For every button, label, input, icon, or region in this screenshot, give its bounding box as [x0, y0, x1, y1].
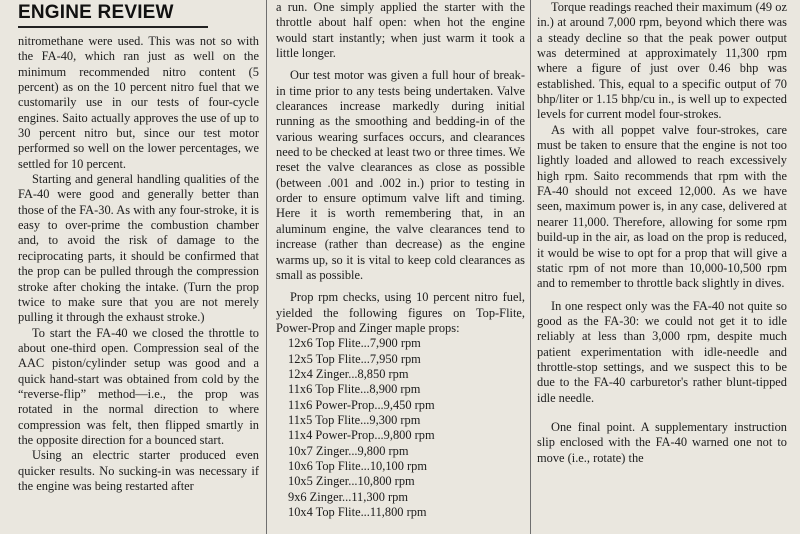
prop-rpm-list: [276, 336, 525, 520]
paragraph: Starting and general handling qualities of the FA-40 were good and generally better than those of the FA-30. As with any four-stroke, it is easy to over-prime the combustion chamber and, to avoid the risk of damage to the reciprocating parts, it should be confirmed that the prop can be pulled through the compression stroke after choking the intake. (Turn the prop twice to make sure that you are not merely pulling it through the exhaust stroke.): [18, 172, 259, 325]
column-divider: [266, 0, 267, 534]
paragraph: Using an electric starter produced even quicker results. No sucking-in was necessary if the engine was being restarted after: [18, 448, 259, 493]
column-divider: [530, 0, 531, 534]
paragraph: a run. One simply applied the starter with the throttle about half open: when hot the engine would start instantly; when just warm it took a little longer.: [276, 0, 525, 61]
paragraph: One final point. A supplementary instruction slip enclosed with the FA-40 warned one not to move (i.e., rotate) the: [537, 419, 787, 465]
column-left: [18, 0, 259, 534]
list-item: 10x7 Zinger...9,800 rpm: [288, 443, 409, 458]
paragraph: nitromethane were used. This was not so with the FA-40, which ran just as well on the minimum recommended nitro content (5 percent) as on the 10 percent nitro fuel that we customarily use in our tests of four-cycle engines. Saito actually approves the use of up to 30 percent nitro but, since our test motor performed so well on the lower percentages, we settled for 10 percent.: [18, 34, 259, 171]
list-item: 10x4 Top Flite...11,800 rpm: [288, 505, 427, 519]
paragraph: Our test motor was given a full hour of break-in time prior to any tests being undertaken. Valve clearances increase markedly during initial running as the smoothing and bedding-in of the various wearing surfaces occurs, and clearances need to be checked at least two or three times. We reset the valve clearances as close as possible (between .001 and .002 in.) prior to testing in order to ensure optimum valve lift and timing. Here it is worth remembering that, in an aluminum engine, the valve clearances tend to increase (rather than decrease) as the engine warms up, so it is vital to keep cold clearances as small as possible.: [276, 68, 525, 282]
paragraph: To start the FA-40 we closed the throttle to about one-third open. Compression seal of the AAC piston/cylinder setup was good and a quick hand-start was obtained from cold by the “reverse-flip” method—i.e., the prop was rotated in the normal direction to where compression was felt, then flipped smartly in the opposite direction for a bounced start.: [18, 325, 259, 447]
list-item: 12x5 Top Flite...7,950 rpm: [288, 351, 421, 366]
paragraph: In one respect only was the FA-40 not quite so good as the FA-30: we could not get it to idle reliably at less than 3,000 rpm, despite much patient experimentation with idle-needle and throttle-stop settings, and we suspect this to be due to the FA-40 carburetor's rather blunt-tipped idle needle.: [537, 298, 787, 405]
paragraph: As with all poppet valve four-strokes, care must be taken to ensure that the engine is not too lightly loaded and allowed to reach excessively high rpm. Saito recommends that rpm with the FA-40 should not exceed 12,000. As we have seen, maximum power is, in any case, delivered at nearer 11,000. Therefore, allowing for some rpm build-up in the air, as load on the prop is reduced, it would be wise to opt for a prop that will give a static rpm of not more than 10,000-10,500 rpm and to remember to throttle back slightly in dives.: [537, 122, 787, 291]
list-item: 11x5 Top Flite...9,300 rpm: [288, 412, 421, 427]
column-right: [537, 0, 787, 534]
paragraph: Prop rpm checks, using 10 percent nitro fuel, yielded the following figures on Top-Flite, Power-Prop and Zinger maple props:: [276, 290, 525, 335]
column-middle: [276, 0, 525, 534]
list-item: 10x5 Zinger...10,800 rpm: [288, 474, 415, 489]
paragraph: Torque readings reached their maximum (49 oz in.) at around 7,000 rpm, beyond which there was a steady decline so that the peak power output was determined at approximately 11,300 rpm where a figure of just over 0.46 bhp was established. This, equal to a specific output of 70 bhp/liter or 1.15 bhp/cu in., is well up to expected levels for current model four-strokes.: [537, 0, 787, 122]
list-item: 9x6 Zinger...11,300 rpm: [288, 489, 408, 504]
header-underline: [18, 26, 208, 28]
section-header: ENGINE REVIEW: [18, 2, 174, 23]
list-item: 11x6 Top Flite...8,900 rpm: [288, 382, 421, 397]
list-item: 12x6 Top Flite...7,900 rpm: [288, 336, 421, 351]
list-item: 12x4 Zinger...8,850 rpm: [288, 366, 409, 381]
list-item: 11x6 Power-Prop...9,450 rpm: [288, 397, 435, 412]
list-item: 10x6 Top Flite...10,100 rpm: [288, 458, 427, 473]
list-item: 11x4 Power-Prop...9,800 rpm: [288, 428, 435, 443]
